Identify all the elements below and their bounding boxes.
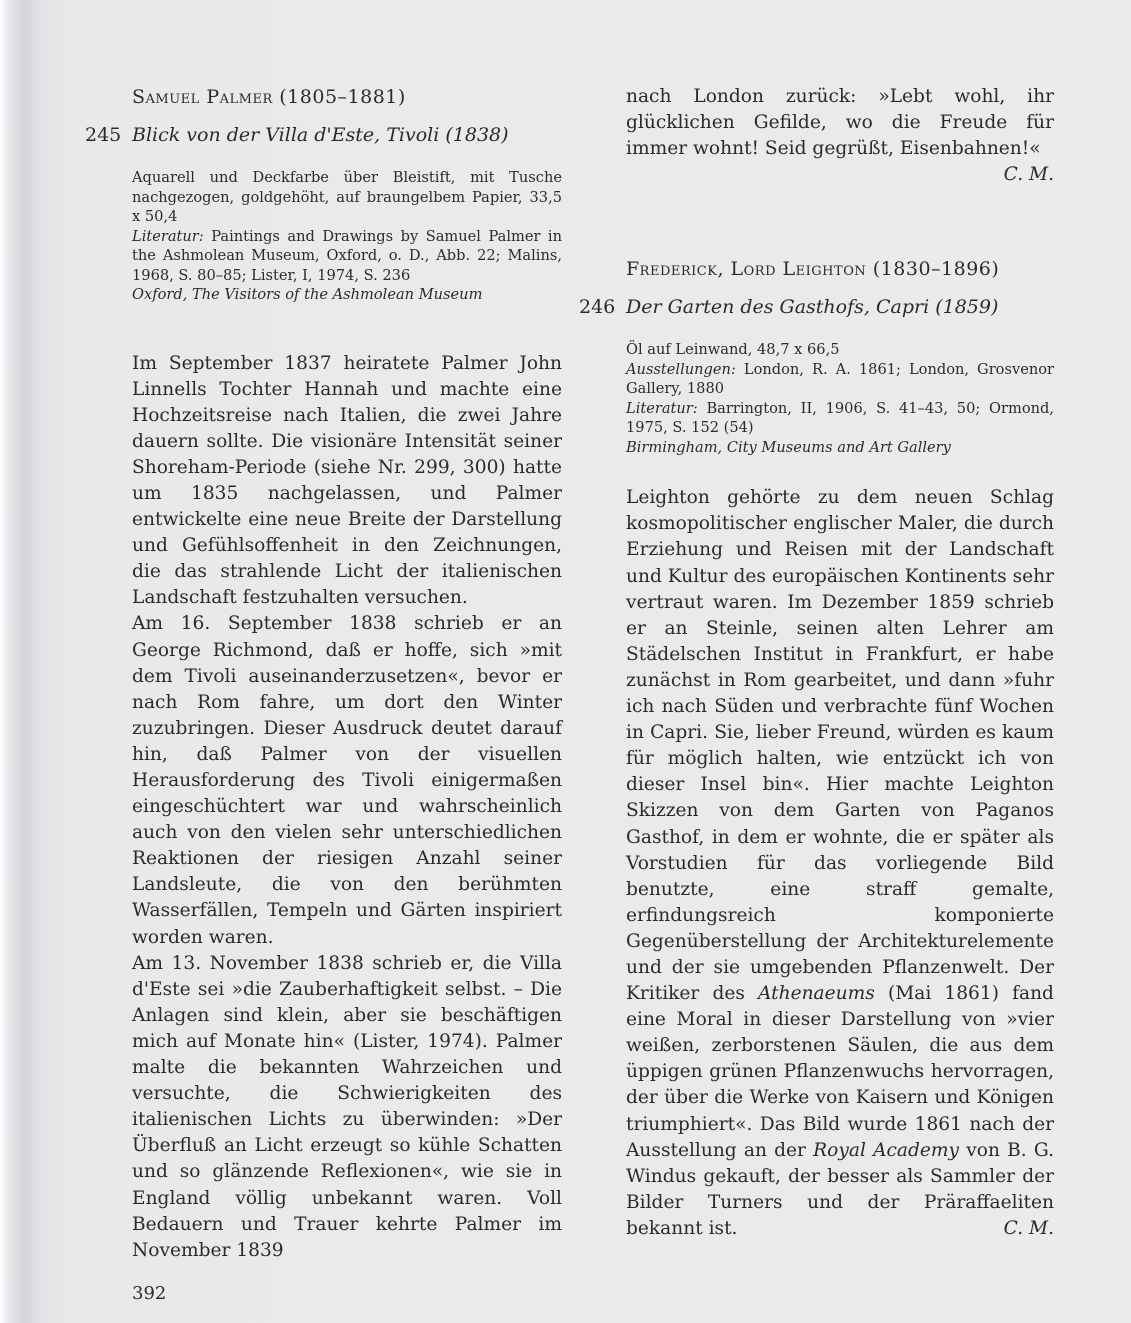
medium-line: Aquarell und Deckfarbe über Bleistift, mit Tusche nachgezogen, goldgehöht, auf braungelbem Papier, 33,5 x 50,4 — [132, 169, 562, 225]
literature-text: Paintings and Drawings by Samuel Palmer in the Ashmolean Museum, Oxford, o. D., Abb. 22; Malins, 1968, S. 80–85; Lister, I, 1974, S. 236 — [132, 227, 562, 284]
paragraph: Im September 1837 heiratete Palmer John Linnells Tochter Hannah und machte eine Hochzeitsreise nach Italien, die zwei Jahre dauern sollte. Die visionäre Intensität seiner Shoreham-Periode (siehe Nr. 299, 300) hatte um 1835 nachgelassen, und Palmer entwickelte eine neue Breite der Darstellung und Gefühlsoffenheit in den Zeichnungen, die das strahlende Licht der italienischen Landschaft festzuhalten versuchen. — [132, 352, 562, 609]
journal-title: Athenaeums — [758, 983, 875, 1005]
entry-number: 245 — [85, 124, 122, 146]
right-column — [579, 84, 1055, 1242]
medium-line: Öl auf Leinwand, 48,7 x 66,5 — [626, 341, 840, 359]
left-column — [85, 84, 562, 1264]
text-run: Leighton gehörte zu dem neuen Schlag kosmopolitischer englischer Maler, die durch Erziehung und Reisen mit der Landschaft und Kultur des europäischen Kontinents sehr vertraut waren. Im Dezember 1859 schrieb er an Steinle, seinen alten Lehrer am Städelschen Institut in Frankfurt, er habe zunächst in Rom gearbeitet, und dann »fuhr ich nach Süden und verbrachte fünf Wochen in Capri. Sie, lieber Freund, würden es kaum für möglich halten, wie entzückt ich von dieser Insel bin«. Hier machte Leighton Skizzen von dem Garten von Paganos Gasthof, in dem er wohnte, die er später als Vorstudien für das vorliegende Bild benutzte, eine straff gemalte, erfindungsreich komponierte Gegenüberstellung der Architekturelemente und der sie umgebenden Pflanzenwelt. Der Kritiker des — [626, 487, 1054, 1005]
entry-title-line — [579, 294, 1054, 320]
literature-line — [132, 227, 562, 286]
paragraph — [626, 84, 1054, 186]
text-run: von B. G. Windus gekauft, der besser als Sammler der Bilder Turners und der Präraffaeliten bekannt ist. — [626, 1139, 1054, 1239]
entry-title: Der Garten des Gasthofs, Capri (1859) — [626, 296, 999, 319]
literature-label: Literatur: — [626, 399, 698, 417]
entry-number: 246 — [579, 296, 616, 319]
literature-text: Barrington, II, 1906, S. 41–43, 50; Ormond, 1975, S. 152 (54) — [626, 399, 1054, 437]
catalogue-entry-245 — [85, 122, 562, 148]
catalogue-entry-246 — [579, 256, 1055, 1242]
entry-metadata — [626, 340, 1054, 457]
owner-line: Birmingham, City Museums and Art Gallery — [626, 438, 951, 456]
exhibitions-label: Ausstellungen: — [626, 360, 736, 378]
exhibitions-line — [626, 360, 1054, 399]
literature-label: Literatur: — [132, 227, 204, 245]
paragraph — [626, 485, 1054, 1242]
page-number: 392 — [132, 1283, 167, 1304]
author-initials: C. M. — [1003, 1217, 1054, 1239]
text-run: (Mai 1861) fand eine Moral in dieser Darstellung von »vier weißen, zerborstenen Säulen, die aus dem üppigen grünen Pflanzenwuchs hervorragen, der über die Werke von Kaisern und Königen triumphiert«. Das Bild wurde 1861 nach der Ausstellung an der — [626, 983, 1054, 1161]
institution-name: Royal Academy — [813, 1139, 960, 1161]
continuation-text: nach London zurück: »Lebt wohl, ihr glücklichen Gefilde, wo die Freude für immer wohnt! Seid gegrüßt, Eisenbahnen!« — [626, 86, 1054, 160]
owner-line: Oxford, The Visitors of the Ashmolean Museum — [132, 286, 483, 303]
paragraph: Am 13. November 1838 schrieb er, die Villa d'Este sei »die Zauberhaftigkeit selbst. – Die Anlagen sind klein, aber sie beschäftigen mich auf Monate hin« (Lister, 1974). Palmer malte die bekannten Wahrzeichen und versuchte, die Schwierigkeiten des italienischen Lichts zu überwinden: »Der Überfluß an Licht erzeugt so kühle Schatten und so glänzende Reflexionen«, wie sie in England völlig unbekannt waren. Voll Bedauern und Trauer kehrte Palmer im November 1839 — [132, 952, 562, 1261]
entry-metadata — [132, 168, 562, 305]
literature-line — [626, 399, 1054, 438]
entry-title: Blick von der Villa d'Este, Tivoli (1838) — [132, 124, 509, 146]
essay-text — [626, 485, 1054, 1242]
essay-continuation — [626, 84, 1054, 186]
artist-heading-palmer: Samuel Palmer (1805–1881) — [132, 86, 406, 108]
author-initials: C. M. — [1003, 164, 1054, 186]
exhibitions-text: London, R. A. 1861; London, Grosvenor Gallery, 1880 — [626, 360, 1055, 398]
paragraph: Am 16. September 1838 schrieb er an George Richmond, daß er hoffe, sich »mit dem Tivoli auseinanderzusetzen«, bevor er nach Rom fahre, um dort den Winter zuzubringen. Dieser Ausdruck deutet darauf hin, daß Palmer von der visuellen Herausforderung des Tivoli einigermaßen eingeschüchtert war und wahrscheinlich auch von den vielen sehr unterschiedlichen Reaktionen der riesigen Anzahl seiner Landsleute, die von den berühmten Wasserfällen, Tempeln und Gärten inspiriert worden waren. — [132, 613, 562, 948]
essay-text — [132, 351, 562, 1264]
artist-heading-leighton: Frederick, Lord Leighton (1830–1896) — [626, 258, 1000, 281]
